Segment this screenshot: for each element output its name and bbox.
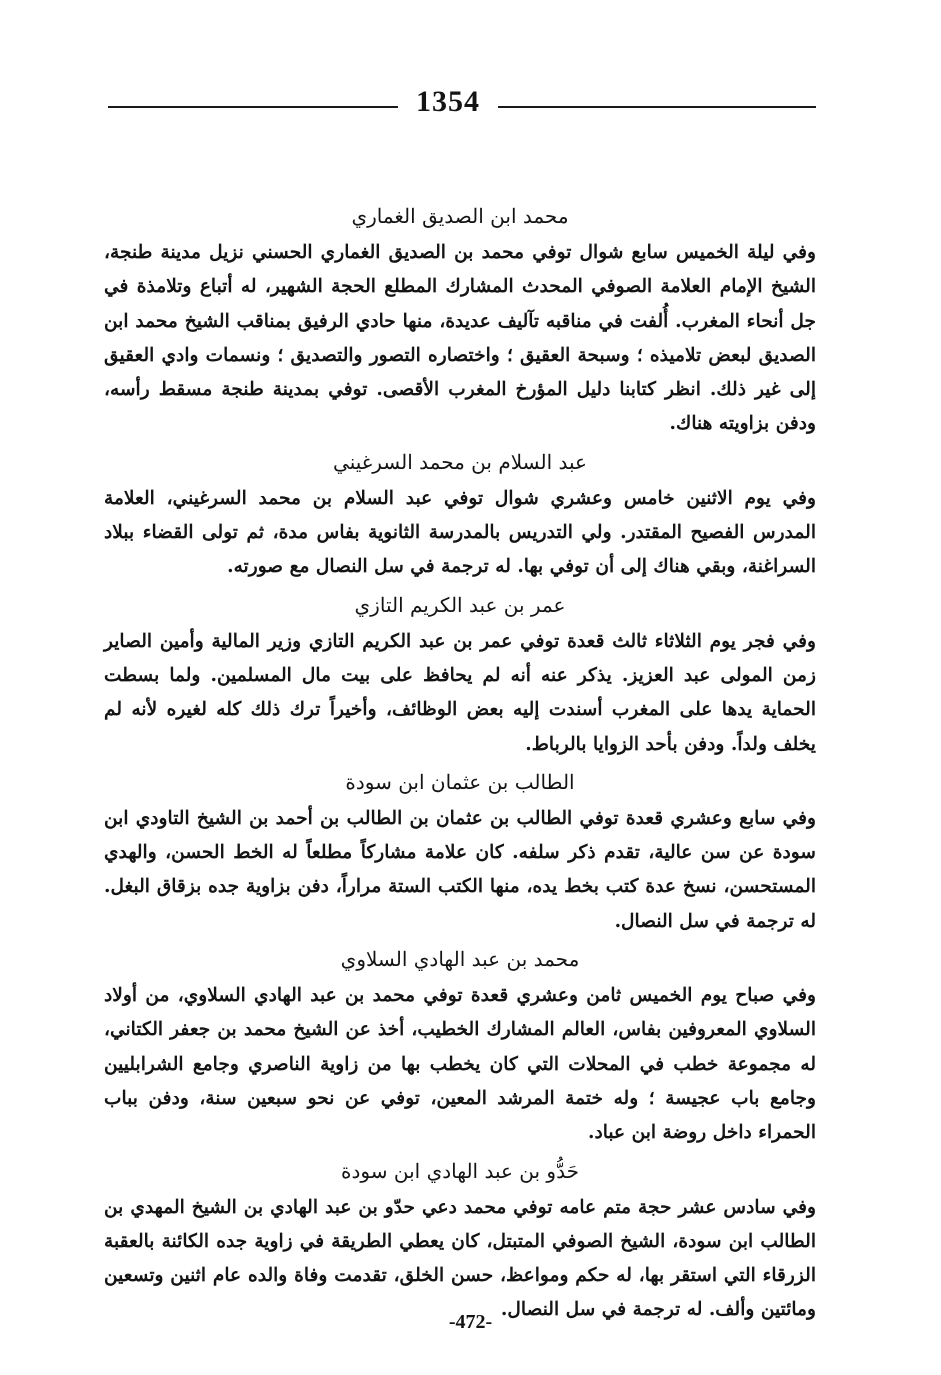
- entry-title: حَدُّو بن عبد الهادي ابن سودة: [341, 1158, 579, 1183]
- entry-5: [104, 939, 816, 1150]
- entry-1: [104, 196, 816, 442]
- entry-text: وفي صباح يوم الخميس ثامن وعشري قعدة توفي محمد بن عبد الهادي السلاوي، من أولاد السلاوي المعروفين بفاس، العالم المشارك الخطيب، أخذ عن الشيخ محمد بن جعفر الكتاني، له مجموعة خطب في المحلات التي كان يخطب بها من زاوية الناصري وجامع الشرابليين وجامع باب عجيسة ؛ وله ختمة المرشد المعين، توفي عن نحو سبعين سنة، ودفن بباب الحمراء داخل روضة ابن عباد.: [104, 985, 816, 1144]
- page-number: -472-: [448, 1311, 493, 1333]
- page-body: [104, 196, 816, 1328]
- entry-text: وفي فجر يوم الثلاثاء ثالث قعدة توفي عمر بن عبد الكريم التازي وزير المالية وأمين الصاير زمن المولى عبد العزيز. يذكر عنه أنه لم يحافظ على بيت مال المسلمين. ولما بسطت الحماية يدها على المغرب أسندت إليه بعض الوظائف، وأخيراً ترك ذلك كله لغيره لأنه لم يخلف ولداً. ودفن بأحد الزوايا بالرباط.: [104, 630, 816, 755]
- entry-title: الطالب بن عثمان ابن سودة: [345, 769, 575, 794]
- entry-title: محمد ابن الصديق الغماري: [351, 204, 569, 228]
- page-header: [108, 82, 816, 122]
- entry-4: [104, 762, 816, 939]
- entry-text: وفي سادس عشر حجة متم عامه توفي محمد دعي حدّو بن عبد الهادي بن الشيخ المهدي بن الطالب ابن سودة، الشيخ الصوفي المتبتل، كان يعطي الطريقة في زاوية جده الكائنة بالعقبة الزرقاء التي استقر بها، له حكم ومواعظ، حسن الخلق، تقدمت وفاة والده عام اثنين وتسعين ومائتين وألف. له ترجمة في سل النصال.: [104, 1196, 816, 1321]
- entry-3: [104, 585, 816, 762]
- entry-title: عبد السلام بن محمد السرغيني: [333, 449, 587, 474]
- entry-2: [104, 442, 816, 585]
- year-heading: 1354: [416, 85, 480, 118]
- entry-text: وفي سابع وعشري قعدة توفي الطالب بن عثمان بن الطالب بن أحمد بن الشيخ التاودي ابن سودة عن سن عالية، تقدم ذكر سلفه. كان علامة مشاركاً مطلعاً له الخط الحسن، والهدي المستحسن، نسخ عدة كتب بخط يده، منها الكتب الستة مراراً، دفن بزاوية جده بزقاق البغل. له ترجمة في سل النصال.: [104, 807, 816, 932]
- entry-title: عمر بن عبد الكريم التازي: [354, 592, 566, 617]
- entry-text: وفي يوم الاثنين خامس وعشري شوال توفي عبد السلام بن محمد السرغيني، العلامة المدرس الفصيح المقتدر. ولي التدريس بالمدرسة الثانوية بفاس مدة، ثم تولى القضاء ببلاد السراغنة، وبقي هناك إلى أن توفي بها. له ترجمة في سل النصال مع صورته.: [104, 487, 816, 578]
- header-rule-left: [108, 106, 398, 108]
- entry-text: وفي ليلة الخميس سابع شوال توفي محمد بن الصديق الغماري الحسني نزيل مدينة طنجة، الشيخ الإمام العلامة الصوفي المحدث المشارك المطلع الحجة الشهير، له أتباع وتلامذة في جل أنحاء المغرب. أُلفت في مناقبه تآليف عديدة، منها حادي الرفيق بمناقب الشيخ محمد ابن الصديق لبعض تلاميذه ؛ وسبحة العقيق ؛ واختصاره التصور والتصديق ؛ ونسمات وادي العقيق إلى غير ذلك. انظر كتابنا دليل المؤرخ المغرب الأقصى. توفي بمدينة طنجة مسقط رأسه، ودفن بزاويته هناك.: [104, 242, 816, 435]
- header-rule-right: [498, 106, 816, 108]
- entry-title: محمد بن عبد الهادي السلاوي: [340, 947, 580, 972]
